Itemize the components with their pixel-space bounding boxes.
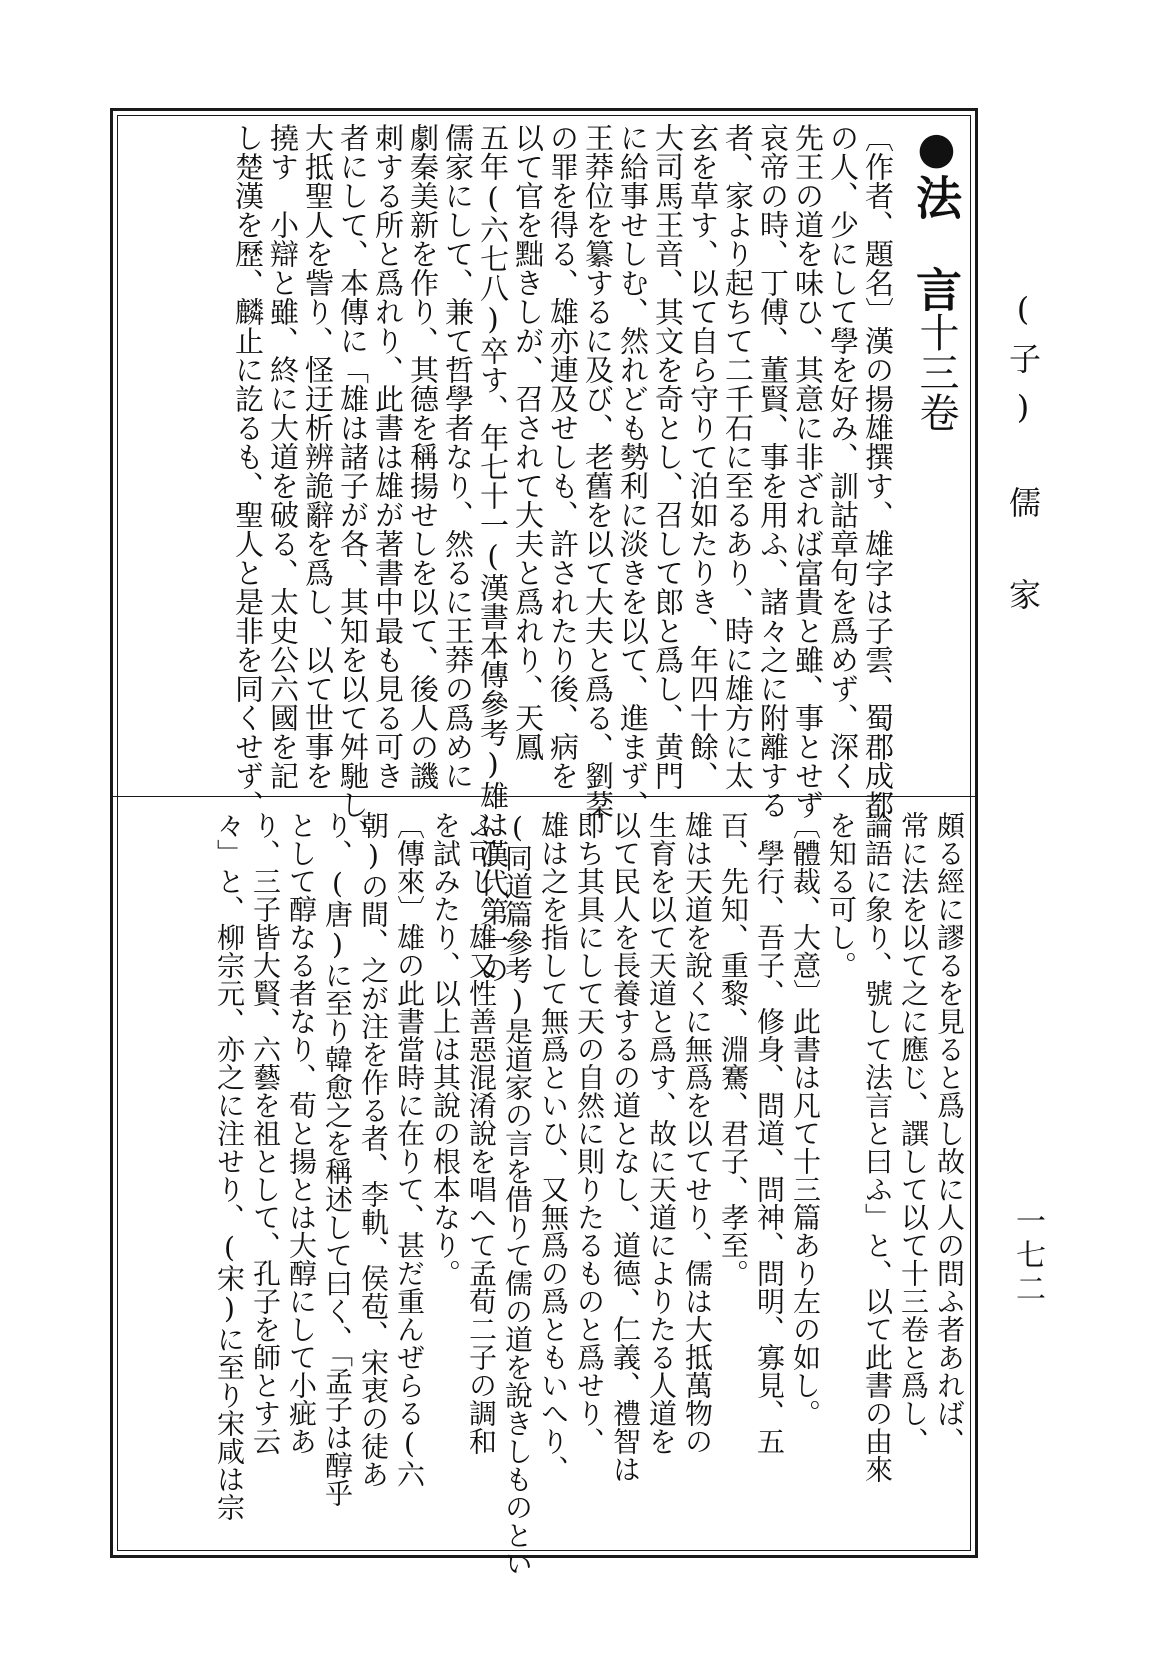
text-column: ふ可し、雄又性善惡混淆說を唱へて孟荀二子の調和: [465, 811, 498, 1455]
text-column: 撓す 小辯と雖、終に大道を破る、太史公六國を記: [266, 123, 300, 790]
book-volumes: 十三卷: [913, 312, 959, 432]
text-column: を試みたり、以上は其說の根本なり。: [429, 811, 462, 1287]
text-column: 雄は之を指して無爲といひ、又無爲の爲ともいへり、: [537, 811, 570, 1483]
text-frame: [110, 108, 978, 1577]
page-number: 一七二: [1010, 1205, 1045, 1307]
text-column: 大抵聖人を訾り、怪迂析辨詭辭を爲し、以て世事を: [301, 123, 335, 790]
text-column: り、(唐)に至り韓愈之を稱述して曰く、「孟子は醇乎: [321, 811, 354, 1507]
text-column: を知る可し。: [825, 811, 858, 979]
text-column: 先王の道を味ひ、其意に非ざれば富貴と雖、事とせず: [791, 123, 825, 819]
text-column: 〔體裁、大意〕此書は凡て十三篇あり左の如し。: [789, 811, 822, 1427]
text-column: 者、家より起ちて二千石に至るあり、時に雄方に太: [721, 123, 755, 790]
title-column: [895, 123, 967, 783]
text-column: 玄を草す、以て自ら守りて泊如たりき、年四十餘、: [686, 123, 720, 790]
text-column: に給事せしむ、然れども勢利に淡きを以て、進まず、: [616, 123, 650, 819]
section-header: (子) 儒 家: [1004, 290, 1042, 624]
text-column: の罪を得る、雄亦連及せしも、許されたり後、病を: [546, 123, 580, 790]
text-column: 哀帝の時、丁傅、董賢、事を用ふ、諸々之に附離する: [756, 123, 790, 819]
text-column: (同道篇參考)是道家の言を借りて儒の道を說きしものとい: [501, 811, 534, 1577]
text-column: 生育を以て天道と爲す、故に天道によりたる人道を: [645, 811, 678, 1455]
text-column: 劇秦美新を作り、其德を稱揚せしを以て、後人の譏: [406, 123, 440, 790]
text-column: り、三子皆大賢、六藝を祖として、孔子を師とす云: [249, 811, 282, 1455]
text-column: 即ち其具にして天の自然に則りたるものと爲せり、: [573, 811, 606, 1455]
text-column: し楚漢を歷、麟止に訖るも、聖人と是非を同くせず、: [231, 123, 265, 819]
lower-text-block: [117, 811, 967, 1577]
text-column: 論語に象り、號して法言と曰ふ」と、以て此書の由來: [861, 811, 894, 1483]
text-column: 以て官を黜きしが、召されて大夫と爲れり、天鳳: [511, 123, 545, 761]
book-title: 法 言: [909, 174, 963, 312]
text-column: 大司馬王音、其文を奇とし、召して郎と爲し、黄門: [651, 123, 685, 790]
text-column: 〔作者、題名〕漢の揚雄撰す、雄字は子雲、蜀郡成都: [861, 123, 895, 819]
text-column: 五年(六七八)卒す、年七十一(漢書本傳參考)雄は漢代第一の: [476, 123, 510, 984]
text-column: 王莽位を纂するに及び、老舊を以て大夫と爲る、劉棻: [581, 123, 615, 819]
text-column: の人、少にして學を好み、訓詁章句を爲めず、深く: [826, 123, 860, 790]
text-column: 朝)の間、之が注を作る者、李軌、侯苞、宋衷の徒あ: [357, 811, 390, 1488]
bullet-icon: ●: [911, 123, 962, 174]
text-column: 者にして、本傳に「雄は諸子が各、其知を以て舛馳し、: [336, 123, 370, 848]
text-column: 學行、吾子、修身、問道、問神、問明、寡見、五: [753, 811, 786, 1455]
text-column: として醇なる者なり、荀と揚とは大醇にして小疵あ: [285, 811, 318, 1455]
text-column: 常に法を以て之に應じ、譔して以て十三卷と爲し、: [897, 811, 930, 1455]
text-column: 〔傳來〕雄の此書當時に在りて、甚だ重んぜらる(六: [393, 811, 426, 1488]
text-column: 々」と、柳宗元、亦之に注せり、(宋)に至り宋咸は宗: [213, 811, 246, 1521]
text-column: 頗る經に謬るを見ると爲し故に人の問ふ者あれば、: [933, 811, 966, 1455]
text-column: 以て民人を長養するの道となし、道德、仁義、禮智は: [609, 811, 642, 1483]
text-column: 刺する所と爲れり、此書は雄が著書中最も見る可き: [371, 123, 405, 790]
text-column: 百、先知、重黎、淵騫、君子、孝至。: [717, 811, 750, 1287]
text-column: 雄は天道を說くに無爲を以てせり、儒は大抵萬物の: [681, 811, 714, 1455]
text-column: 儒家にして、兼て哲學者なり、然るに王莽の爲めに: [441, 123, 475, 790]
